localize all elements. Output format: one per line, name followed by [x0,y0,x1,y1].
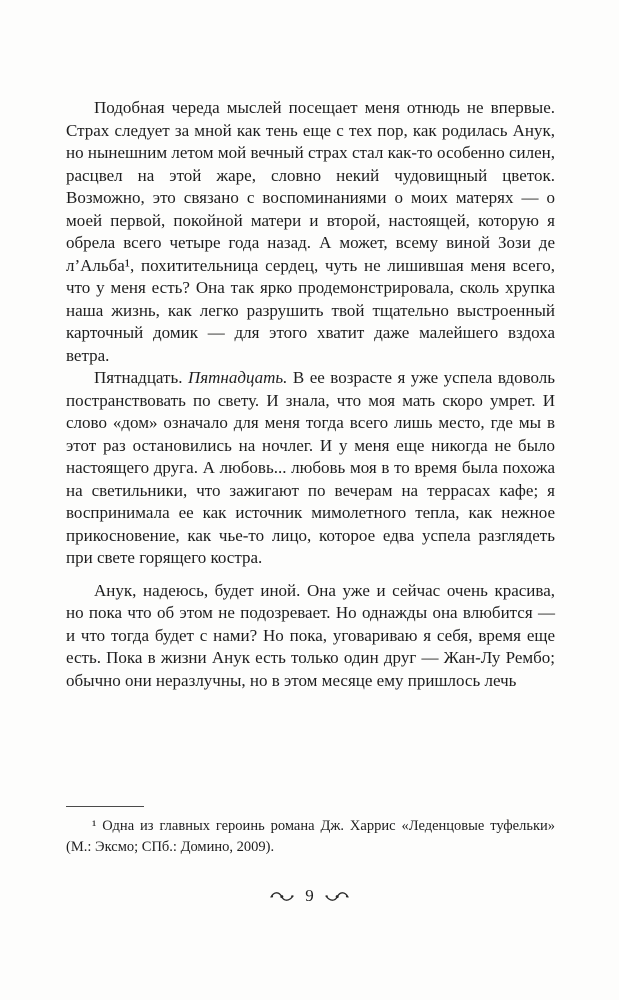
paragraph-1: Подобная череда мыслей посещает меня отнюдь не впервые. Страх следует за мной как тень еще с тех пор, как родилась Анук, но нынешним летом мой вечный страх стал как-то особенно силен, расцвел на этой жаре, словно некий чудовищный цветок. Возможно, это связано с воспоминаниями о моих матерях — о моей первой, покойной матери и второй, настоящей, которую я обрела всего четыре года назад. А может, всему виной Зози де л’Альба¹, похитительница сердец, чуть не лишившая меня всего, что у меня есть? Она так ярко продемонстрировала, сколь хрупка наша жизнь, как легко разрушить твой тщательно выстроенный карточный домик — для этого хватит даже малейшего вздоха ветра. [66,98,555,365]
fleuron-right-icon [324,890,350,903]
page-number: 9 [305,886,314,905]
paragraph-2-rest: В ее возрасте я уже успела вдоволь постранствовать по свету. И знала, что моя мать скоро умрет. И слово «дом» означало для меня тогда всего лишь место, где мы в этот раз остановились на ночлег. И у меня еще никогда не было настоящего друга. А любовь... любовь моя в то время была похожа на светильники, что зажигают по вечерам на террасах кафе; я воспринимала ее как источник мимолетного тепла, как нежное прикосновение, как чье-то лицо, которое едва успела разглядеть при свете горящего костра. [66,368,556,567]
fleuron-left-icon [269,890,295,903]
footnote-divider [66,806,144,807]
page-text [66,97,555,692]
paragraph-2 [66,367,555,570]
footnote-block [66,806,555,858]
paragraph-3: Анук, надеюсь, будет иной. Она уже и сейчас очень красива, но пока что об этом не подозревает. Но однажды она влюбится — и что тогда будет с нами? Но пока, уговариваю я себя, время еще есть. Пока в жизни Анук есть только один друг — Жан-Лу Рембо; обычно они неразлучны, но в этом месяце ему пришлось лечь [66,580,555,690]
page-footer [0,886,619,906]
footnote-text: ¹ Одна из главных героинь романа Дж. Харрис «Леденцовые туфельки» (М.: Эксмо; СПб.: Домино, 2009). [66,818,555,855]
paragraph-2-italic-word: Пятнадцать. [187,368,288,387]
paragraph-2-lead: Пятнадцать. [94,368,188,387]
